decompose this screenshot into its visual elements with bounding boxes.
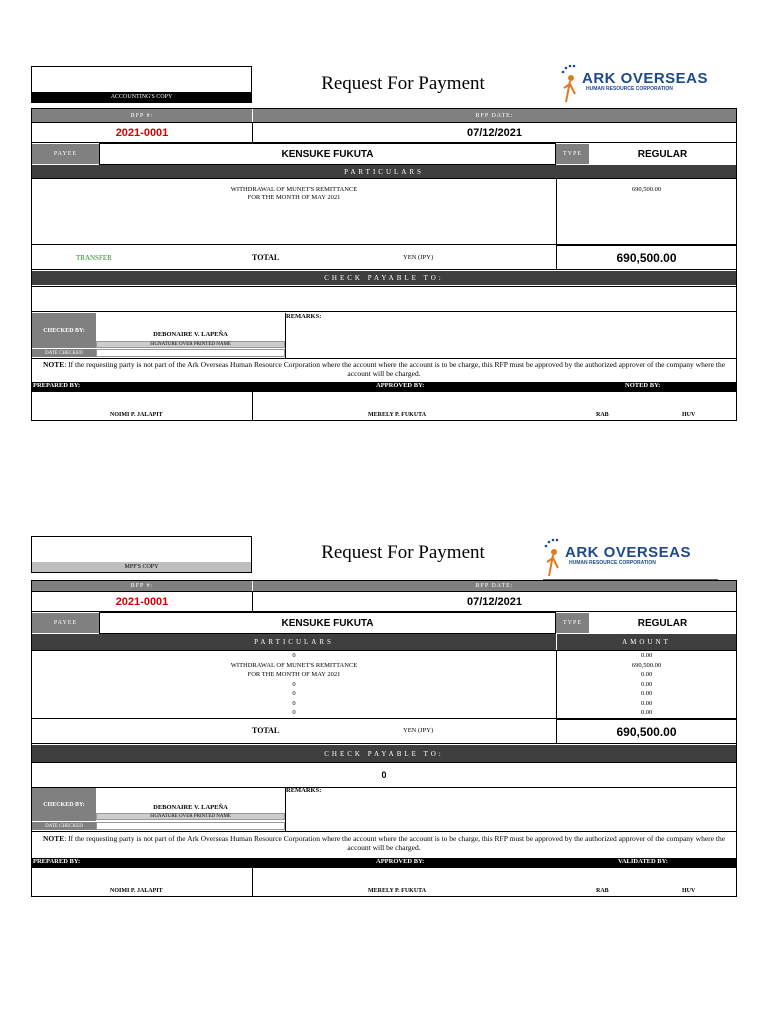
- noted-by-label: NOTED BY:: [625, 382, 661, 389]
- approved-by-name: MERELY P. FUKUTA: [368, 412, 427, 418]
- currency-label: YEN (JPY): [403, 254, 434, 261]
- date-checked-label: DATE CHECKED: [32, 822, 96, 830]
- payee-value: KENSUKE FUKUTA: [99, 143, 556, 165]
- amount-line: 690,500.00: [631, 661, 662, 669]
- amount-line: 0.00: [640, 671, 653, 678]
- remarks-box: [285, 788, 737, 831]
- prepared-by-label: PREPARED BY:: [33, 382, 81, 389]
- rfp-no-label: RFP #:: [32, 109, 252, 122]
- total-label: TOTAL: [252, 253, 280, 262]
- logo-line2: HUMAN RESOURCE CORPORATION: [569, 560, 656, 566]
- person-swoosh-icon: [543, 538, 565, 578]
- rfp-date-label: RFP DATE:: [253, 109, 736, 122]
- amount-line: 0.00: [640, 709, 653, 716]
- particular-line: 0: [292, 680, 296, 688]
- rfp-number: 2021-0001: [31, 122, 253, 143]
- checked-by-label: CHECKED BY:: [32, 788, 96, 821]
- particular-line: WITHDRAWAL OF MUNET'S REMITTANCE: [230, 186, 358, 193]
- checked-by-label: CHECKED BY:: [32, 313, 96, 348]
- rfp-number: 2021-0001: [31, 591, 253, 612]
- rfp-date-label: RFP DATE:: [253, 581, 736, 591]
- amount-line: 0.00: [640, 680, 653, 688]
- signatory-rab: RAB: [596, 888, 609, 894]
- particular-line: 0: [292, 652, 296, 659]
- particular-line: 0: [292, 699, 296, 707]
- particulars-header: PARTICULARS: [32, 634, 556, 650]
- check-payable-value: 0: [31, 762, 737, 788]
- logo-line2: HUMAN RESOURCE CORPORATION: [586, 86, 673, 92]
- signatory-huv: HUV: [682, 888, 696, 894]
- prepared-by-name: NOIMI P. JALAPIT: [110, 412, 163, 418]
- type-value: REGULAR: [637, 148, 688, 160]
- approved-by-label: APPROVED BY:: [376, 858, 425, 865]
- signature-label: SIGNATURE OVER PRINTED NAME: [96, 813, 285, 820]
- rfp-date: 07/12/2021: [252, 591, 737, 612]
- company-logo: [543, 538, 718, 580]
- particular-line: FOR THE MONTH OF MAY 2021: [247, 671, 341, 678]
- form-title: Request For Payment: [321, 73, 485, 94]
- copy-label: MPF'S COPY: [32, 562, 251, 572]
- form-title: Request For Payment: [321, 542, 485, 563]
- note-label: NOTE: [42, 360, 65, 369]
- signatory-rab: RAB: [596, 412, 609, 418]
- checked-by-name: DEBONAIRE V. LAPEÑA: [153, 330, 228, 338]
- payee-value: KENSUKE FUKUTA: [99, 612, 556, 634]
- check-payable-header: CHECK PAYABLE TO:: [32, 745, 736, 762]
- total-label: TOTAL: [252, 726, 280, 735]
- amount-line: 0.00: [640, 690, 653, 697]
- total-amount: 690,500.00: [556, 245, 737, 270]
- currency-label: YEN (JPY): [403, 727, 434, 734]
- check-payable-header: CHECK PAYABLE TO:: [32, 271, 736, 285]
- type-label: TYPE: [556, 144, 589, 164]
- checked-by-name: DEBONAIRE V. LAPEÑA: [153, 803, 228, 811]
- payee-label: PAYEE: [32, 144, 99, 164]
- rfp-date: 07/12/2021: [252, 122, 737, 143]
- date-checked-value: [96, 822, 285, 830]
- remarks-label: REMARKS:: [286, 787, 322, 794]
- prepared-by-name: NOIMI P. JALAPIT: [110, 888, 163, 894]
- logo-line1: ARK OVERSEAS: [565, 544, 692, 561]
- divider: [31, 743, 737, 744]
- total-amount: 690,500.00: [556, 719, 737, 744]
- particular-line: 0: [292, 690, 296, 697]
- note-body: : If the requesting party is not part of the Ark Overseas Human Resource Corporation where the account where the account is to be charge, this RFP must be approved by the authorized approver of the company where the account will be charged.: [64, 834, 726, 852]
- signatory-huv: HUV: [682, 412, 696, 418]
- rfp-no-label: RFP #:: [32, 581, 252, 591]
- note-body: : If the requesting party is not part of the Ark Overseas Human Resource Corporation where the account where the account is to be charge, this RFP must be approved by the authorized approver of the company where the account will be charged.: [64, 360, 726, 378]
- transfer-label: TRANSFER: [76, 254, 112, 262]
- approved-by-name: MERELY P. FUKUTA: [368, 888, 427, 894]
- particulars-list: [31, 651, 557, 718]
- approved-by-label: APPROVED BY:: [376, 382, 425, 389]
- particular-line: WITHDRAWAL OF MUNET'S REMITTANCE: [230, 661, 358, 669]
- amount-line: 0.00: [640, 652, 653, 659]
- amount-line: 690,500.00: [631, 186, 662, 193]
- amounts-list: [556, 651, 737, 718]
- divider: [252, 868, 253, 897]
- particulars-header: PARTICULARS: [32, 165, 736, 178]
- particular-line: 0: [292, 709, 296, 716]
- type-value: REGULAR: [637, 617, 688, 629]
- date-checked-label: DATE CHECKED: [32, 349, 96, 357]
- divider: [31, 831, 737, 832]
- type-label: TYPE: [556, 613, 589, 633]
- note-text: [34, 834, 734, 852]
- note-label: NOTE: [42, 834, 65, 843]
- amount-header: AMOUNT: [557, 634, 736, 650]
- prepared-by-label: PREPARED BY:: [33, 858, 81, 865]
- copy-label: ACCOUNTING'S COPY: [32, 92, 251, 102]
- validated-by-label: VALIDATED BY:: [618, 858, 668, 865]
- amount-line: 0.00: [640, 699, 653, 707]
- signature-label: SIGNATURE OVER PRINTED NAME: [96, 341, 285, 348]
- payee-label: PAYEE: [32, 613, 99, 633]
- logo-line1: ARK OVERSEAS: [582, 70, 709, 87]
- remarks-label: REMARKS:: [286, 313, 322, 320]
- particular-line: FOR THE MONTH OF MAY 2021: [247, 194, 341, 201]
